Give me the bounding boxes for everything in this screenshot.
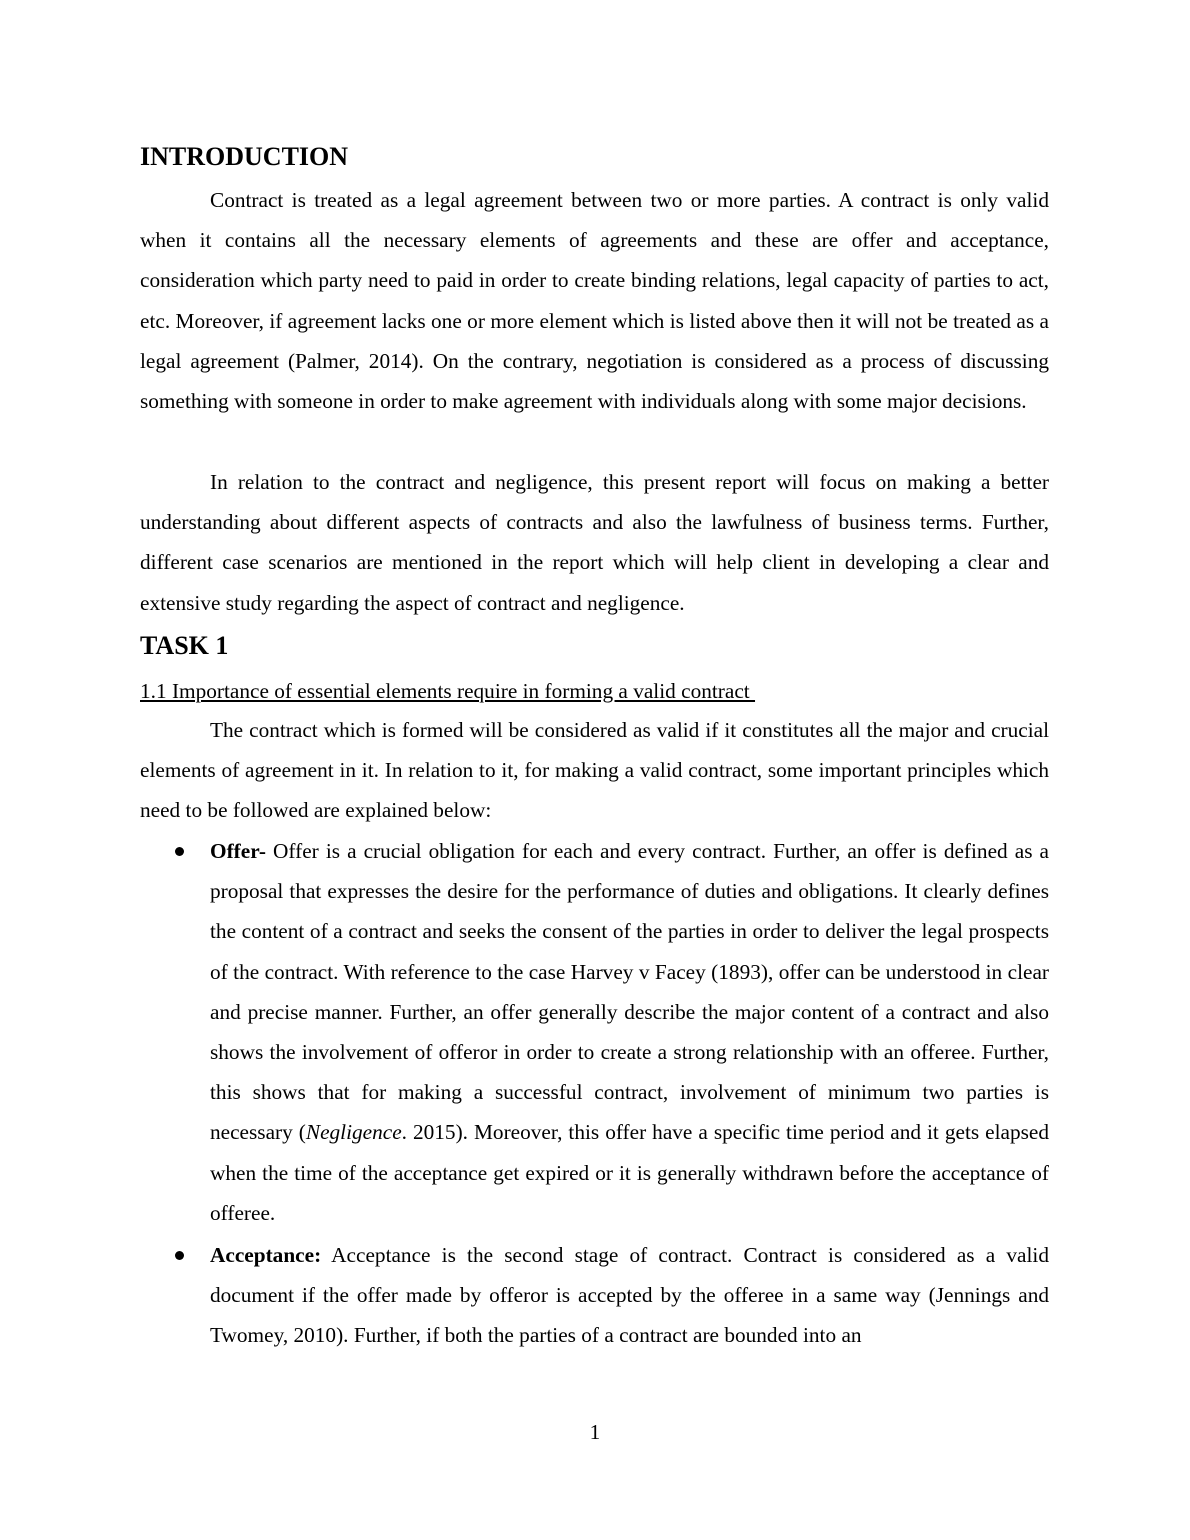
offer-text-after: . 2015). Moreover, this offer have a specific time period and it gets elapsed when the time of the acceptance get expired or it is generally withdrawn before the acceptance of offeree. bbox=[210, 1120, 1049, 1225]
section-1-1-subheading: 1.1 Importance of essential elements require in forming a valid contract bbox=[140, 679, 756, 703]
page-number: 1 bbox=[589, 1420, 601, 1444]
introduction-paragraph-2: In relation to the contract and negligence, this present report will focus on making a better understanding about different aspects of contracts and also the lawfulness of business terms. Further, different case scenarios are mentioned in the report which will help client in developing a clear and extensive study regarding the aspect of contract and negligence. bbox=[140, 470, 1049, 615]
acceptance-term: Acceptance: bbox=[210, 1243, 322, 1268]
list-item-acceptance bbox=[140, 1235, 1049, 1356]
introduction-paragraph-1: Contract is treated as a legal agreement between two or more parties. A contract is only valid when it contains all the necessary elements of agreements and these are offer and acceptance, consideration which party need to paid in order to create binding relations, legal capacity of parties to act, etc. Moreover, if agreement lacks one or more element which is listed above then it will not be treated as a legal agreement (Palmer, 2014). On the contrary, negotiation is considered as a process of discussing something with someone in order to make agreement with individuals along with some major decisions. bbox=[140, 188, 1049, 414]
offer-term: Offer- bbox=[210, 839, 266, 863]
list-item-offer bbox=[140, 831, 1049, 1233]
bullet-icon bbox=[175, 1251, 184, 1260]
elements-bullet-list bbox=[140, 831, 1049, 1356]
acceptance-text: Acceptance is the second stage of contract. Contract is considered as a valid document if the offer made by offeror is accepted by the offeree in a same way (Jennings and Twomey, 2010). Further, if both the parties of a contract are bounded into an bbox=[210, 1243, 1049, 1348]
offer-text-before: Offer is a crucial obligation for each and every contract. Further, an offer is defined as a proposal that expresses the desire for the performance of duties and obligations. It clearly defines the content of a contract and seeks the consent of the parties in order to deliver the legal prospects of the contract. With reference to the case Harvey v Facey (1893), offer can be understood in clear and precise manner. Further, an offer generally describe the major content of a contract and also shows the involvement of offeror in order to create a strong relationship with an offeree. Further, this shows that for making a successful contract, involvement of minimum two parties is necessary ( bbox=[210, 839, 1049, 1145]
bullet-icon bbox=[175, 847, 184, 856]
offer-citation-italic: Negligence bbox=[305, 1120, 402, 1145]
task-1-heading: TASK 1 bbox=[140, 631, 229, 660]
task-1-paragraph: The contract which is formed will be considered as valid if it constitutes all the major and crucial elements of agreement in it. In relation to it, for making a valid contract, some important principles which need to be followed are explained below: bbox=[140, 718, 1049, 823]
introduction-heading: INTRODUCTION bbox=[140, 142, 349, 171]
